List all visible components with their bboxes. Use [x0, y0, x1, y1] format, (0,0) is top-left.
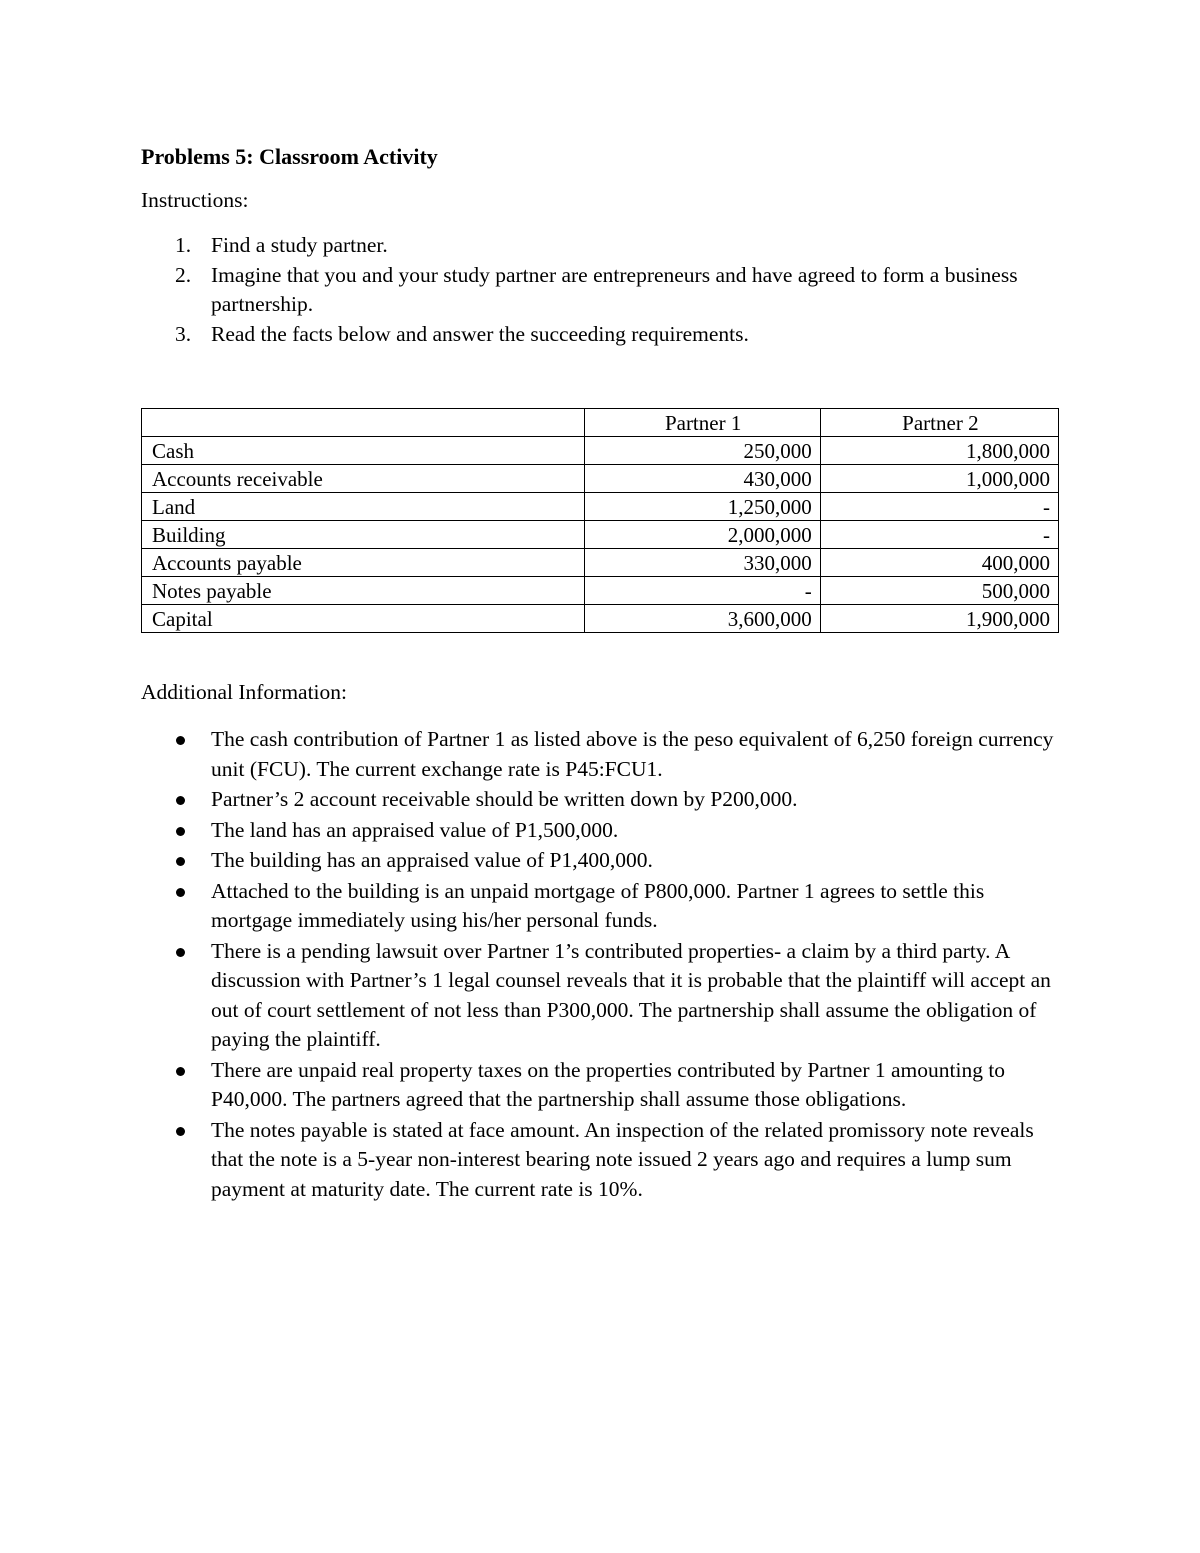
- partner-2-value: 1,900,000: [820, 605, 1058, 633]
- table-row: [142, 549, 1059, 577]
- table-row: [142, 577, 1059, 605]
- partner-1-value: 330,000: [584, 549, 820, 577]
- header-cell-blank: [142, 409, 585, 437]
- partner-2-value: -: [820, 493, 1058, 521]
- list-item-text: The notes payable is stated at face amount. An inspection of the related promissory note reveals that the note is a 5-year non-interest bearing note issued 2 years ago and requires a lump sum payment at maturity date. The current rate is 10%.: [211, 1117, 1034, 1201]
- table-header-row: [142, 409, 1059, 437]
- partner-1-value: 1,250,000: [584, 493, 820, 521]
- header-cell-partner-2: Partner 2: [820, 409, 1058, 437]
- instruction-item: [141, 231, 1041, 261]
- list-item: [141, 937, 1066, 1055]
- page-title: Problems 5: Classroom Activity: [141, 144, 438, 169]
- list-item-text: There is a pending lawsuit over Partner 1’s contributed properties- a claim by a third party. A discussion with Partner’s 1 legal counsel reveals that it is probable that the plaintiff will accept an out of court settlement of not less than P300,000. The partnership shall assume the obligation of paying the plaintiff.: [211, 938, 1051, 1051]
- list-item-text: The building has an appraised value of P1,400,000.: [211, 848, 653, 872]
- instruction-text: Find a study partner.: [211, 233, 388, 257]
- table-row: [142, 521, 1059, 549]
- list-item: [141, 1056, 1066, 1115]
- partner-2-value: 1,000,000: [820, 465, 1058, 493]
- header-cell-partner-1: Partner 1: [584, 409, 820, 437]
- partner-1-value: -: [584, 577, 820, 605]
- row-label: Cash: [142, 437, 585, 465]
- list-item-text: There are unpaid real property taxes on the properties contributed by Partner 1 amounting to P40,000. The partners agreed that the partnership shall assume those obligations.: [211, 1057, 1006, 1111]
- additional-info-heading: Additional Information:: [141, 680, 348, 704]
- partner-1-value: 430,000: [584, 465, 820, 493]
- instruction-text: Read the facts below and answer the succeeding requirements.: [211, 321, 749, 346]
- instruction-number: 2.: [175, 262, 192, 287]
- partner-2-value: 1,800,000: [820, 437, 1058, 465]
- list-item: [141, 785, 1066, 815]
- partner-2-value: 400,000: [820, 549, 1058, 577]
- bullet-icon: [176, 888, 185, 897]
- list-item: [141, 816, 1066, 846]
- list-item: [141, 846, 1066, 876]
- instruction-number: 3.: [175, 321, 192, 346]
- table-row: [142, 605, 1059, 633]
- list-item-text: The cash contribution of Partner 1 as listed above is the peso equivalent of 6,250 foreign currency unit (FCU). The current exchange rate is P45:FCU1.: [211, 727, 1054, 781]
- instructions-list: [141, 231, 1041, 349]
- row-label: Notes payable: [142, 577, 585, 605]
- bullet-icon: [176, 796, 185, 805]
- row-label: Land: [142, 493, 585, 521]
- partner-2-value: 500,000: [820, 577, 1058, 605]
- bullet-icon: [176, 1127, 185, 1136]
- bullet-icon: [176, 736, 185, 745]
- instruction-item: [141, 320, 1041, 350]
- bullet-icon: [176, 827, 185, 836]
- partner-contributions-table: [141, 408, 1059, 633]
- additional-info-list: [141, 725, 1066, 1205]
- row-label: Building: [142, 521, 585, 549]
- bullet-icon: [176, 857, 185, 866]
- table-row: [142, 437, 1059, 465]
- instructions-heading: Instructions:: [141, 188, 249, 212]
- row-label: Accounts payable: [142, 549, 585, 577]
- instruction-number: 1.: [175, 233, 192, 257]
- list-item-text: Partner’s 2 account receivable should be written down by P200,000.: [211, 787, 798, 811]
- bullet-icon: [176, 948, 185, 957]
- list-item: [141, 1116, 1066, 1205]
- row-label: Capital: [142, 605, 585, 633]
- list-item-text: The land has an appraised value of P1,500,000.: [211, 817, 619, 842]
- partner-1-value: 3,600,000: [584, 605, 820, 633]
- row-label: Accounts receivable: [142, 465, 585, 493]
- list-item-text: Attached to the building is an unpaid mortgage of P800,000. Partner 1 agrees to settle this mortgage immediately using his/her personal funds.: [211, 878, 985, 932]
- bullet-icon: [176, 1067, 185, 1076]
- instruction-text: Imagine that you and your study partner are entrepreneurs and have agreed to form a business partnership.: [211, 262, 1018, 316]
- partner-1-value: 2,000,000: [584, 521, 820, 549]
- table-row: [142, 465, 1059, 493]
- list-item: [141, 877, 1066, 936]
- partner-2-value: -: [820, 521, 1058, 549]
- partner-1-value: 250,000: [584, 437, 820, 465]
- table-row: [142, 493, 1059, 521]
- instruction-item: [141, 261, 1041, 320]
- list-item: [141, 725, 1066, 784]
